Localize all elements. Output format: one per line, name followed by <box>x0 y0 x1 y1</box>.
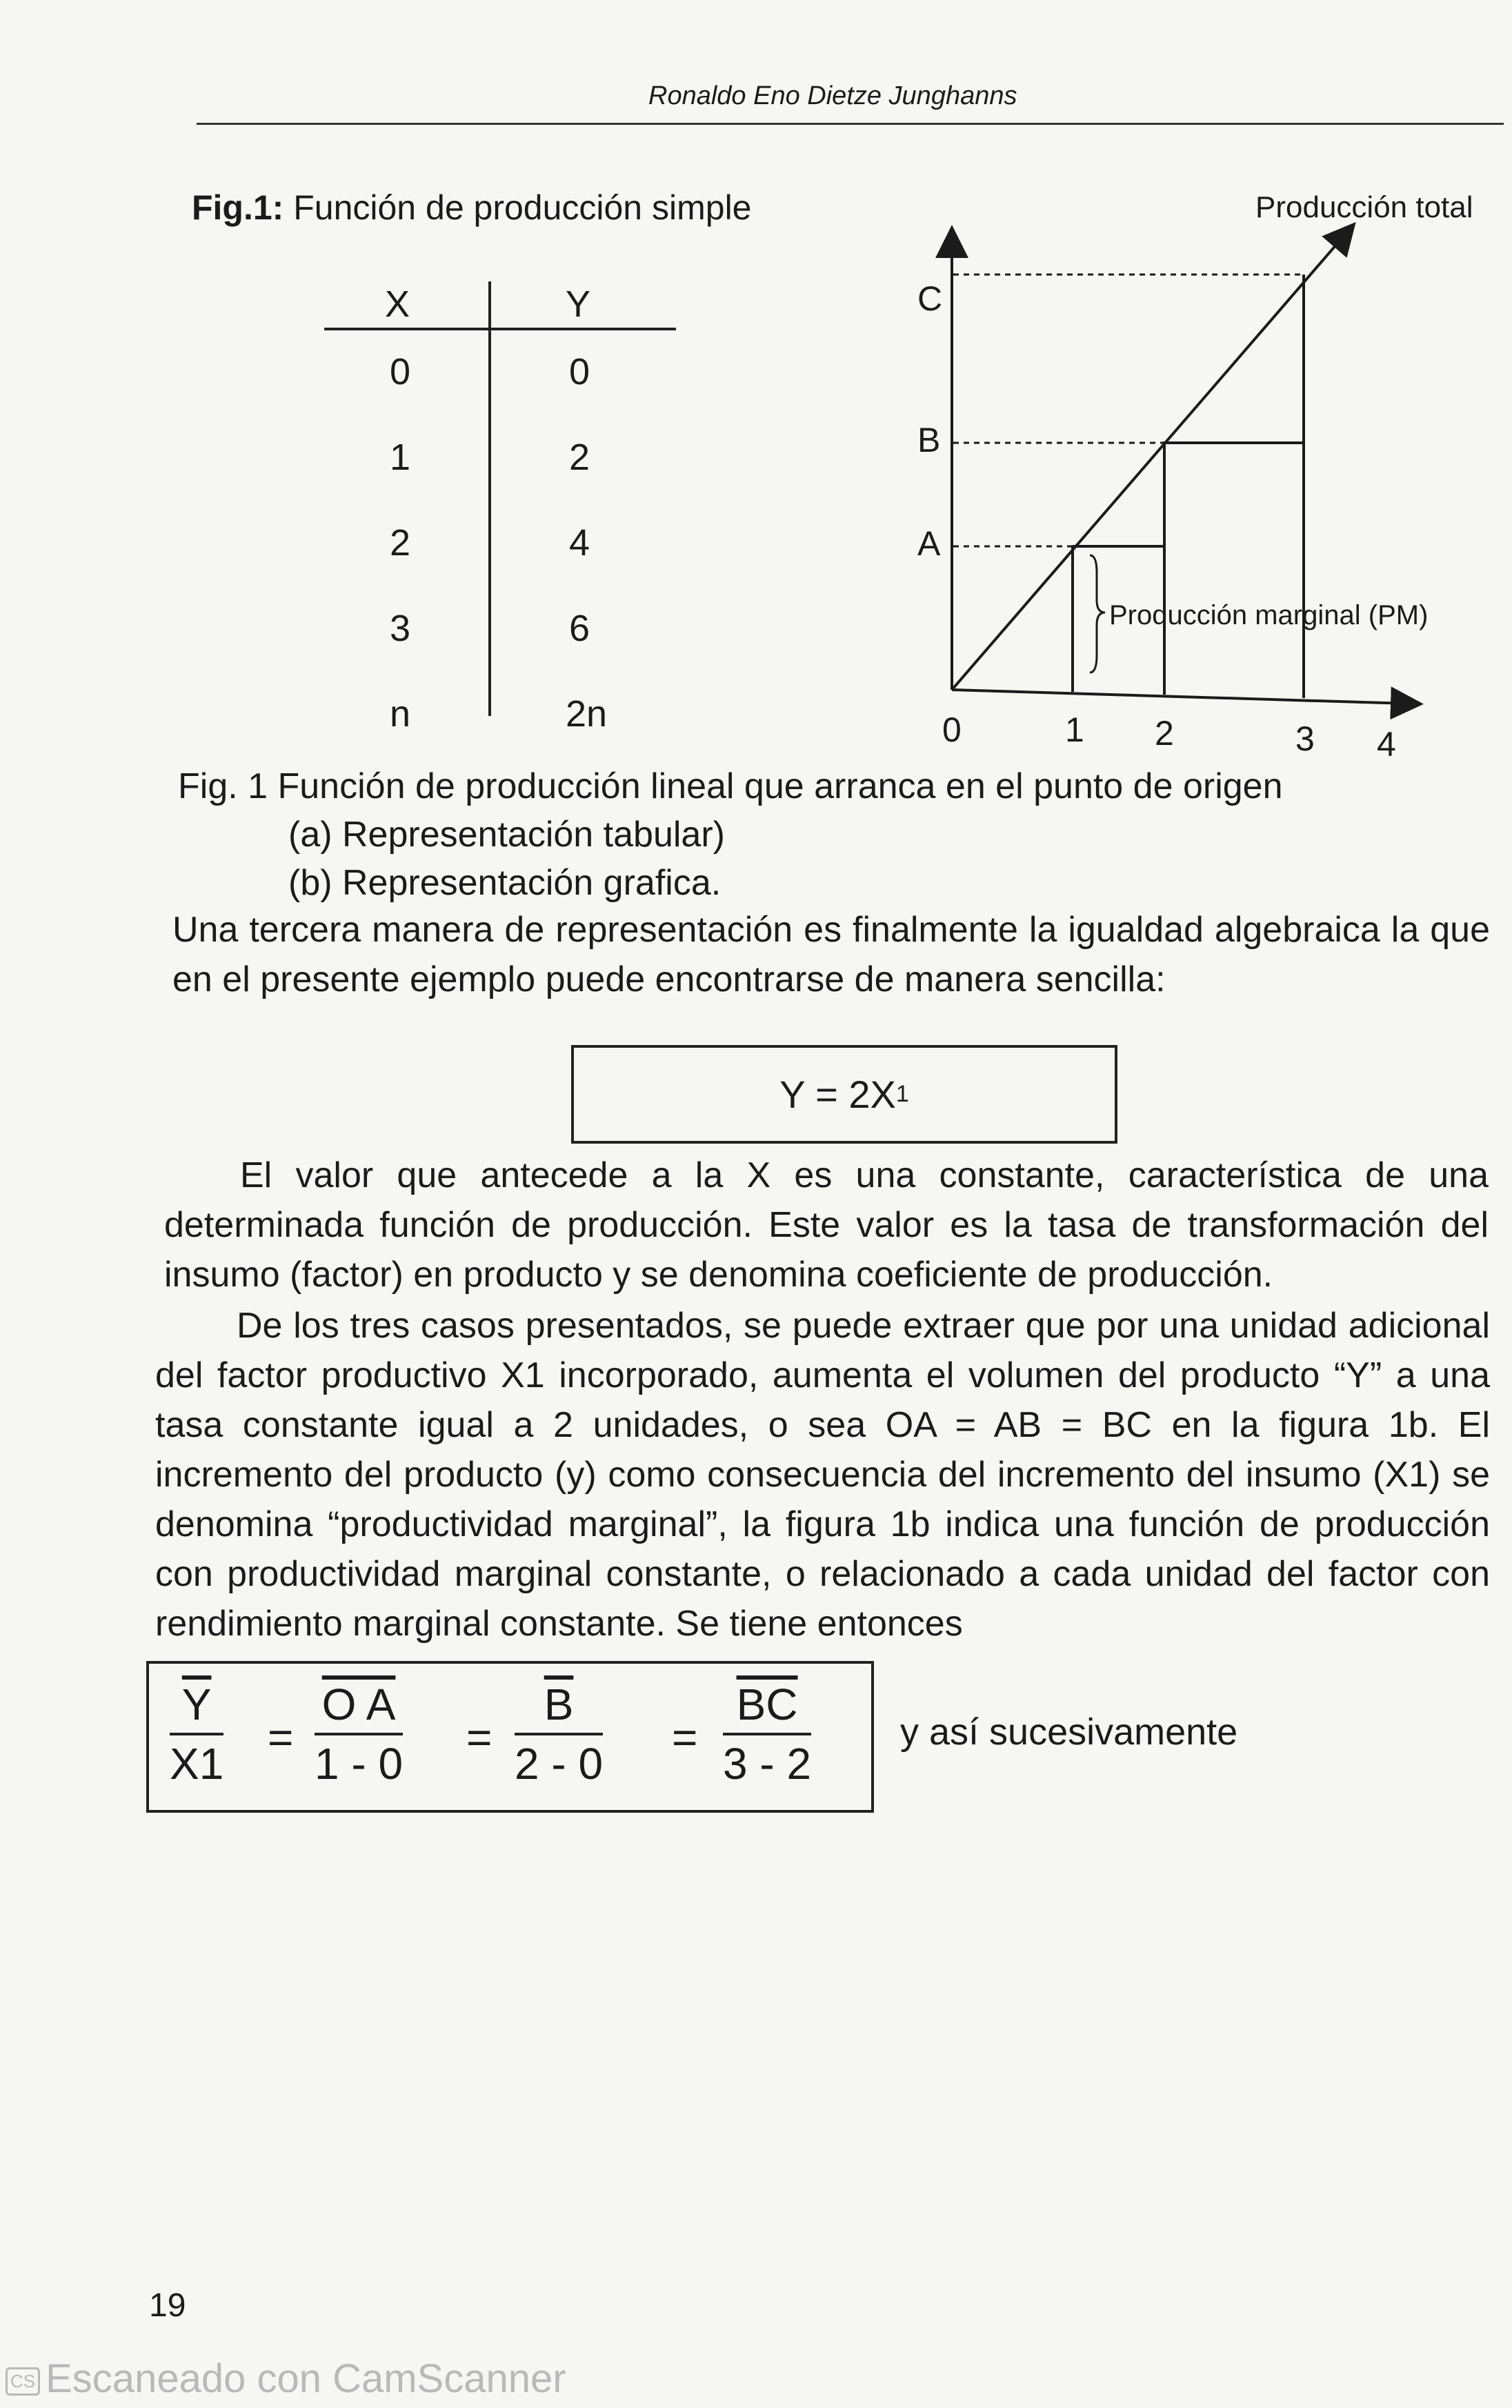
fraction-bc <box>723 1679 811 1789</box>
figure-caption-line3: (b) Representación grafica. <box>288 863 722 903</box>
ratio-equation-box <box>146 1661 874 1813</box>
fraction-oa <box>315 1679 403 1789</box>
figure-caption-line1: Fig. 1 Función de producción lineal que arranca en el punto de origen <box>178 766 1283 806</box>
equation-main: Y = 2X <box>779 1073 896 1116</box>
equals-sign: = <box>466 1713 493 1762</box>
paragraph-marginal-productivity: De los tres casos presentados, se puede extraer que por una unidad adicional del factor productivo X1 incorporado, aumenta el volumen del producto “Y” a una tasa constante igual a 2 unidades, o sea OA = AB = BC en la figura 1b. El incremento del producto (y) como consecuencia del incremento del insumo (X1) se denomina “productividad marginal”, la figura 1b indica una función de producción con productividad marginal constante, o relacionado a cada unidad del factor con rendimiento marginal constante. Se tiene entonces <box>155 1306 1490 1644</box>
fraction-numerator: $\overline{B}$ <box>515 1679 603 1735</box>
figure-title <box>192 188 752 228</box>
fraction-denominator: X1 <box>170 1739 224 1789</box>
paragraph-coefficient: El valor que antecede a la X es una constante, característica de una determinada función de producción. Este valor es la tasa de transformación del insumo (factor) en producto y se denomina coeficiente de producción. <box>164 1155 1489 1295</box>
table-cell: 2 <box>568 437 590 478</box>
marginal-production-label: Producción marginal (PM) <box>1109 600 1429 630</box>
fraction-y-x1 <box>170 1679 223 1789</box>
table-header-rule <box>324 328 676 330</box>
fraction-numerator: O A <box>315 1679 403 1735</box>
fraction-denominator: 1 - 0 <box>315 1739 404 1789</box>
x-tick: 3 <box>1295 719 1315 758</box>
figure-title-text: Función de producción simple <box>293 188 752 227</box>
x-axis <box>952 690 1407 704</box>
table-cell: 0 <box>568 351 590 392</box>
table-cell: n <box>389 693 411 735</box>
equals-sign: = <box>672 1713 698 1762</box>
camscanner-logo-icon: CS <box>6 2367 40 2396</box>
ratio-equation-tail: y así sucesivamente <box>900 1711 1238 1753</box>
label-b: B <box>917 421 941 459</box>
table-cell: 2n <box>565 693 608 735</box>
fraction-numerator: $\overline{BC}$ <box>723 1679 811 1735</box>
scanner-text: Escaneado con CamScanner <box>46 2356 566 2401</box>
fraction-b <box>515 1679 603 1789</box>
fraction-denominator: 3 - 2 <box>723 1739 812 1789</box>
table-cell: 6 <box>568 608 590 649</box>
scanner-watermark <box>0 2356 566 2402</box>
table-column-rule <box>488 281 491 716</box>
x-tick: 4 <box>1377 725 1396 764</box>
table-cell: 2 <box>389 522 411 564</box>
page-number: 19 <box>149 2287 186 2324</box>
equation-subscript: 1 <box>895 1081 909 1107</box>
x-tick: 2 <box>1155 714 1174 753</box>
header-rule <box>197 123 1504 125</box>
x-tick: 1 <box>1065 710 1084 749</box>
total-production-label: Producción total <box>1255 190 1473 224</box>
table-header-x: X <box>385 283 410 325</box>
label-a: A <box>917 524 941 563</box>
table-cell: 0 <box>389 351 411 392</box>
table-cell: 1 <box>389 437 411 478</box>
figure-caption-line2: (a) Representación tabular) <box>288 815 725 855</box>
equation-box <box>571 1045 1117 1144</box>
paragraph-intro: Una tercera manera de representación es finalmente la igualdad algebraica la que en el presente ejemplo puede encontrarse de manera sencilla: <box>172 910 1490 999</box>
equals-sign: = <box>268 1713 294 1762</box>
table-cell: 4 <box>568 522 590 564</box>
production-graph <box>897 186 1497 766</box>
running-header-author: Ronaldo Eno Dietze Junghanns <box>648 81 1017 110</box>
label-c: C <box>917 279 943 318</box>
figure-title-prefix: Fig.1: <box>192 188 284 227</box>
table-header-y: Y <box>566 283 591 325</box>
fraction-numerator: $\overline{Y}$ <box>170 1679 223 1735</box>
production-table <box>324 276 683 735</box>
table-cell: 3 <box>389 608 411 649</box>
fraction-denominator: 2 - 0 <box>515 1739 604 1789</box>
x-tick: 0 <box>942 710 962 749</box>
